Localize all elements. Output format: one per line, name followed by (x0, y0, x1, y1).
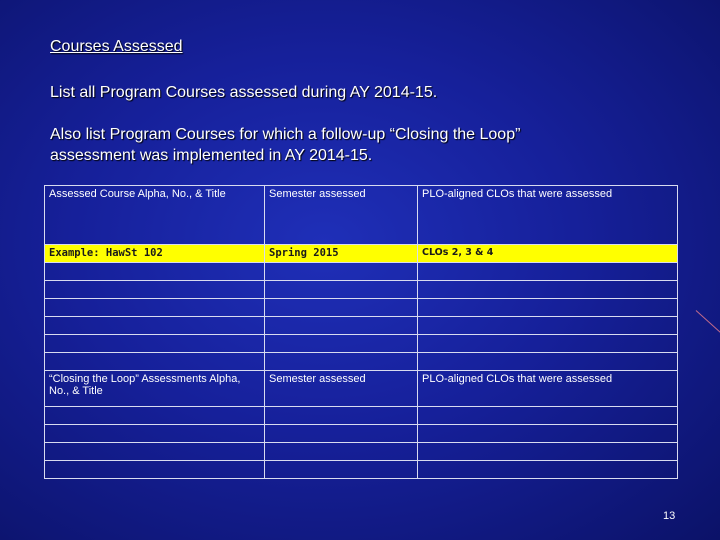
table-row[interactable] (45, 335, 678, 353)
instruction-paragraph-1: List all Program Courses assessed during AY 2014-15. (50, 84, 438, 101)
header-course: Assessed Course Alpha, No., & Title (45, 186, 265, 245)
cell[interactable] (418, 443, 678, 461)
cell[interactable] (45, 443, 265, 461)
closing-header-course: “Closing the Loop” Assessments Alpha, No., & Title (45, 371, 265, 407)
table-row[interactable] (45, 353, 678, 371)
cell[interactable] (418, 317, 678, 335)
example-course: Example: HawSt 102 (45, 245, 265, 263)
cell[interactable] (265, 461, 418, 479)
cell[interactable] (418, 353, 678, 371)
instruction-paragraph-2: Also list Program Courses for which a follow-up “Closing the Loop” assessment was implemented in AY 2014-15. (50, 126, 521, 164)
cell[interactable] (45, 263, 265, 281)
cell[interactable] (45, 425, 265, 443)
cell[interactable] (265, 407, 418, 425)
cell[interactable] (265, 425, 418, 443)
closing-header-clos: PLO-aligned CLOs that were assessed (418, 371, 678, 407)
cell[interactable] (265, 317, 418, 335)
cell[interactable] (45, 335, 265, 353)
cell[interactable] (418, 407, 678, 425)
table-row[interactable] (45, 443, 678, 461)
slide-number: 13 (663, 510, 676, 522)
decorative-line (696, 310, 720, 342)
header-semester: Semester assessed (265, 186, 418, 245)
cell[interactable] (418, 335, 678, 353)
table-row[interactable] (45, 407, 678, 425)
table-row[interactable] (45, 281, 678, 299)
cell[interactable] (45, 317, 265, 335)
cell[interactable] (265, 335, 418, 353)
cell[interactable] (265, 263, 418, 281)
cell[interactable] (265, 299, 418, 317)
example-row (45, 245, 678, 263)
table-row[interactable] (45, 263, 678, 281)
cell[interactable] (418, 299, 678, 317)
example-clos: CLOs 2, 3 & 4 (418, 245, 678, 263)
cell[interactable] (45, 461, 265, 479)
closing-header-semester: Semester assessed (265, 371, 418, 407)
cell[interactable] (265, 281, 418, 299)
cell[interactable] (45, 299, 265, 317)
cell[interactable] (418, 461, 678, 479)
cell[interactable] (45, 353, 265, 371)
cell[interactable] (418, 281, 678, 299)
courses-table (44, 185, 678, 479)
cell[interactable] (45, 407, 265, 425)
table-row[interactable] (45, 461, 678, 479)
cell[interactable] (45, 281, 265, 299)
slide-title: Courses Assessed (50, 38, 183, 55)
table-row[interactable] (45, 299, 678, 317)
example-semester: Spring 2015 (265, 245, 418, 263)
cell[interactable] (265, 443, 418, 461)
header-clos: PLO-aligned CLOs that were assessed (418, 186, 678, 245)
cell[interactable] (418, 425, 678, 443)
table-row[interactable] (45, 317, 678, 335)
cell[interactable] (418, 263, 678, 281)
closing-header-row (45, 371, 678, 407)
table-row[interactable] (45, 425, 678, 443)
cell[interactable] (265, 353, 418, 371)
table-header-row (45, 186, 678, 245)
